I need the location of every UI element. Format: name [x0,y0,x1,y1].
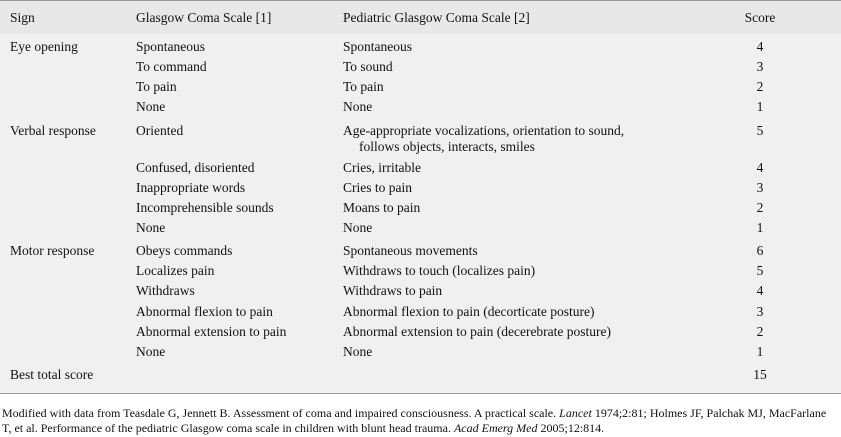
header-gcs: Glasgow Coma Scale [1] [136,10,272,25]
gcs-cell: Spontaneous [136,39,205,54]
total-label: Best total score [10,367,94,382]
score-cell: 3 [756,59,764,74]
pgcs-cell: Abnormal extension to pain (decerebrate posture) [343,324,612,339]
pgcs-cell: Withdraws to touch (localizes pain) [343,263,536,278]
score-cell: 6 [756,243,764,258]
sign-cell: Verbal response [10,123,96,138]
pgcs-cell: To sound [343,59,393,74]
sign-cell: Motor response [10,243,95,258]
pgcs-cell: Cries to pain [343,180,412,195]
score-cell: 3 [756,180,764,195]
pgcs-cell: None [343,99,373,114]
gcs-cell: Obeys commands [136,243,233,258]
table-header [0,0,841,36]
header-score: Score [744,10,776,25]
gcs-cell: Localizes pain [136,263,215,278]
score-cell: 3 [756,304,764,319]
table-body [0,34,841,394]
score-cell: 2 [756,79,764,94]
pgcs-cell: To pain [343,79,384,94]
pgcs-cell: None [343,344,373,359]
source-footnote [2,406,838,436]
pgcs-cell: Moans to pain [343,200,421,215]
score-cell: 4 [756,39,764,54]
footnote-text: 1974;2:81; Holmes JF, Palchak MJ, MacFarlane T, et al. Performance of the pediatric Glasgow coma scale in children with blunt head trauma. [2,406,827,435]
footnote-journal: Lancet [559,406,592,420]
gcs-cell: None [136,220,166,235]
score-cell: 2 [756,324,764,339]
gcs-cell: Abnormal extension to pain [136,324,287,339]
gcs-cell: Abnormal flexion to pain [136,304,273,319]
footnote-journal: Acad Emerg Med [453,421,538,435]
pgcs-cell: Abnormal flexion to pain (decorticate posture) [343,304,595,319]
header-sign: Sign [10,10,35,25]
pgcs-cell-line2: follows objects, interacts, smiles [359,139,535,154]
pgcs-cell: None [343,220,373,235]
score-cell: 2 [756,200,764,215]
sign-cell: Eye opening [10,39,78,54]
gcs-cell: To pain [136,79,177,94]
score-cell: 1 [756,99,764,114]
pgcs-cell: Spontaneous [343,39,412,54]
score-cell: 1 [756,220,764,235]
score-cell: 4 [756,283,764,298]
gcs-cell: Incomprehensible sounds [136,200,274,215]
footnote-text: Modified with data from Teasdale G, Jennett B. Assessment of coma and impaired consciousness. A practical scale. [2,406,560,420]
score-cell: 5 [756,123,764,138]
pgcs-cell-line1: Age-appropriate vocalizations, orientation to sound, [343,123,625,138]
gcs-cell: Confused, disoriented [136,160,255,175]
gcs-cell: Withdraws [136,283,195,298]
gcs-cell: None [136,99,166,114]
gcs-cell: Oriented [136,123,184,138]
score-cell: 4 [756,160,764,175]
gcs-cell: Inappropriate words [136,180,246,195]
pgcs-cell: Withdraws to pain [343,283,443,298]
gcs-cell: None [136,344,166,359]
total-score: 15 [753,367,767,382]
header-pgcs: Pediatric Glasgow Coma Scale [2] [343,10,530,25]
pgcs-cell: Spontaneous movements [343,243,478,258]
score-cell: 5 [756,263,764,278]
footnote-text: 2005;12:814. [537,421,605,435]
score-cell: 1 [756,344,764,359]
pgcs-cell: Cries, irritable [343,160,421,175]
gcs-cell: To command [136,59,207,74]
